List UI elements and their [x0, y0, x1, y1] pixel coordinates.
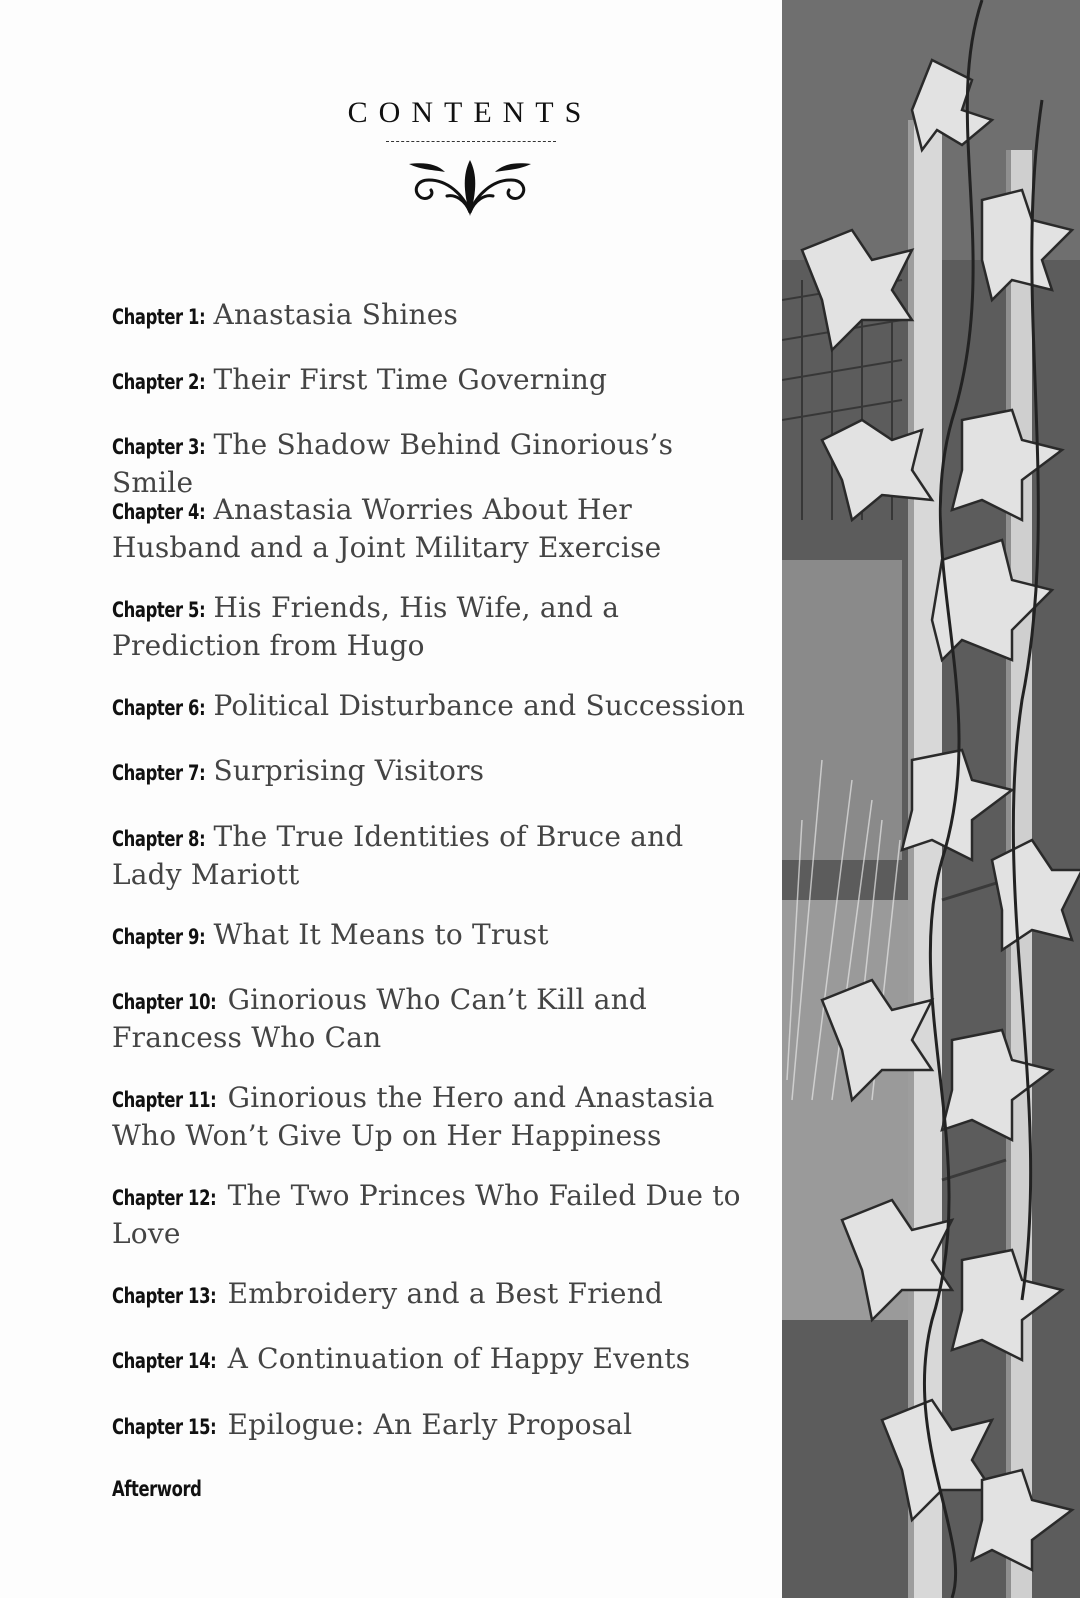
toc-entry-chapter-10[interactable]	[112, 983, 762, 1059]
fleuron-ornament-icon	[405, 150, 535, 222]
chapter-label: Chapter 14:	[112, 1349, 217, 1373]
toc-entry-chapter-8[interactable]	[112, 820, 762, 896]
page-title: CONTENTS	[347, 96, 593, 129]
chapter-label: Chapter 3:	[112, 435, 206, 459]
toc-entry-chapter-1[interactable]	[112, 298, 762, 336]
ivy-trellis-illustration-icon	[782, 0, 1080, 1598]
chapter-label: Chapter 8:	[112, 827, 206, 851]
afterword-label: Afterword	[112, 1477, 202, 1501]
chapter-title: Ginorious Who Can’t Kill and Francess Who Can	[112, 983, 648, 1054]
chapter-label: Chapter 15:	[112, 1415, 217, 1439]
chapter-title: Anastasia Shines	[213, 298, 459, 331]
chapter-title: Embroidery and a Best Friend	[227, 1277, 664, 1310]
toc-entry-chapter-6[interactable]	[112, 689, 762, 727]
chapter-title: What It Means to Trust	[213, 918, 549, 951]
chapter-title: A Continuation of Happy Events	[227, 1342, 691, 1375]
title-divider	[386, 141, 556, 142]
chapter-title: His Friends, His Wife, and a Prediction from Hugo	[112, 591, 620, 662]
chapter-label: Chapter 12:	[112, 1186, 217, 1210]
toc-entry-chapter-2[interactable]	[112, 363, 762, 401]
toc-entry-chapter-4[interactable]	[112, 493, 762, 569]
chapter-title: The Two Princes Who Failed Due to Love	[112, 1179, 741, 1250]
chapter-label: Chapter 9:	[112, 925, 206, 949]
chapter-label: Chapter 11:	[112, 1088, 217, 1112]
chapter-label: Chapter 2:	[112, 370, 206, 394]
chapter-label: Chapter 13:	[112, 1284, 217, 1308]
chapter-label: Chapter 10:	[112, 990, 217, 1014]
toc-entry-chapter-12[interactable]	[112, 1179, 762, 1255]
toc-entry-chapter-9[interactable]	[112, 918, 762, 956]
chapter-title: Political Disturbance and Succession	[213, 689, 746, 722]
chapter-title: Epilogue: An Early Proposal	[227, 1408, 633, 1441]
chapter-label: Chapter 1:	[112, 305, 206, 329]
chapter-label: Chapter 4:	[112, 500, 206, 524]
chapter-label: Chapter 5:	[112, 598, 206, 622]
chapter-label: Chapter 7:	[112, 761, 206, 785]
toc-entry-chapter-15[interactable]	[112, 1408, 762, 1446]
chapter-title: Ginorious the Hero and Anastasia Who Won’t Give Up on Her Happiness	[112, 1081, 715, 1152]
toc-entry-afterword[interactable]	[112, 1473, 762, 1508]
chapter-title: Their First Time Governing	[213, 363, 608, 396]
chapter-label: Chapter 6:	[112, 696, 206, 720]
chapter-title: The True Identities of Bruce and Lady Mariott	[112, 820, 684, 891]
toc-entry-chapter-11[interactable]	[112, 1081, 762, 1157]
chapter-title: The Shadow Behind Ginorious’s Smile	[112, 428, 674, 499]
chapter-title: Surprising Visitors	[213, 754, 485, 787]
toc-entry-chapter-13[interactable]	[112, 1277, 762, 1315]
toc-entry-chapter-5[interactable]	[112, 591, 762, 667]
chapter-title: Anastasia Worries About Her Husband and a Joint Military Exercise	[112, 493, 662, 564]
toc-entry-chapter-14[interactable]	[112, 1342, 762, 1380]
toc-entry-chapter-7[interactable]	[112, 754, 762, 792]
